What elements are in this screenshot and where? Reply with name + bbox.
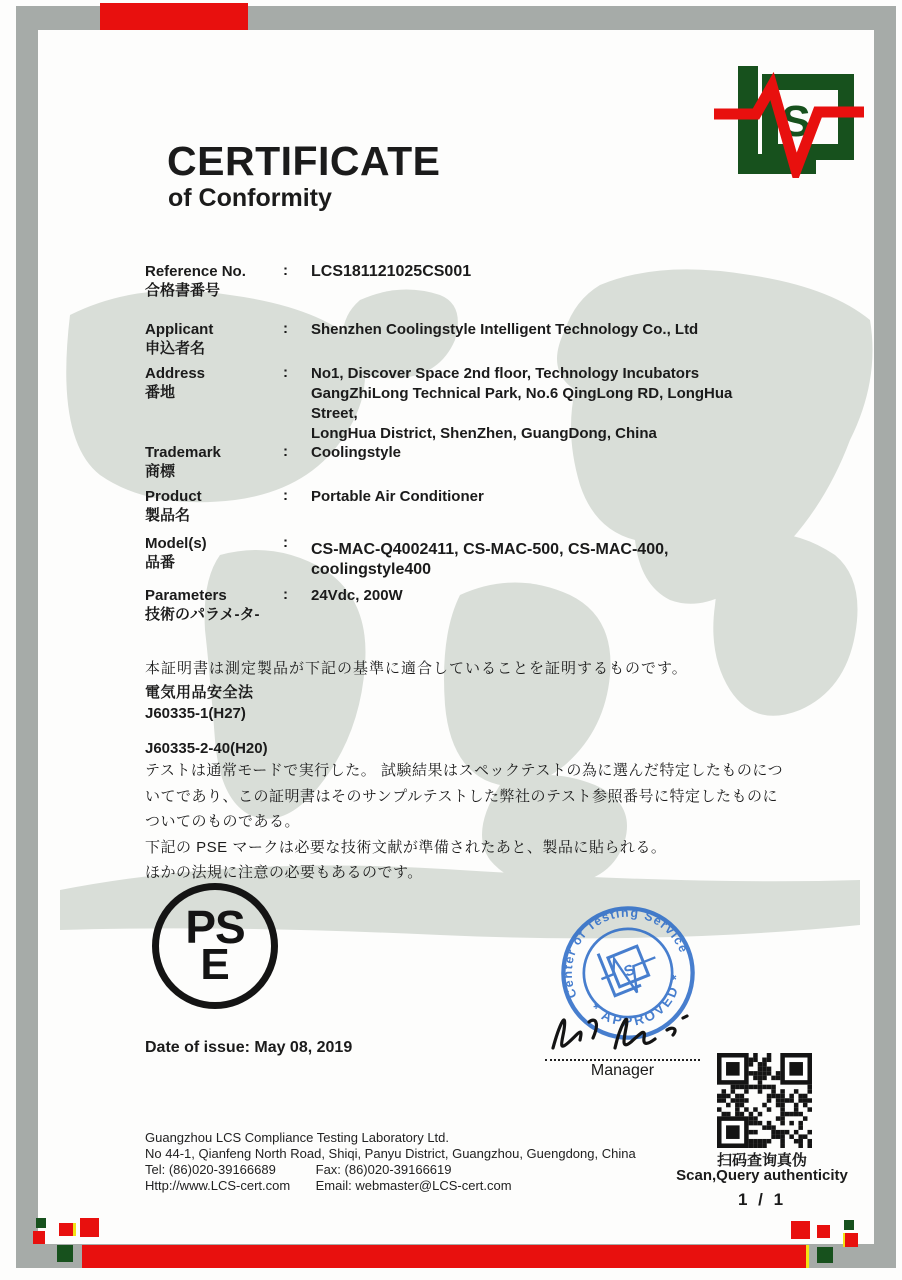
field-label-en: Reference No. <box>145 263 246 280</box>
qr-caption-en: Scan,Query authenticity <box>676 1167 848 1184</box>
field-trademark <box>145 443 765 482</box>
field-colon: : <box>283 443 288 460</box>
footer-company: Guangzhou LCS Compliance Testing Laboratory Ltd. <box>145 1130 450 1145</box>
field-product <box>145 487 765 526</box>
date-of-issue: Date of issue: May 08, 2019 <box>145 1039 353 1056</box>
field-colon: : <box>283 262 288 279</box>
field-address <box>145 364 765 444</box>
field-reference <box>145 262 765 301</box>
field-value <box>311 364 765 444</box>
signature-block <box>545 1002 700 1080</box>
deco-green-square <box>844 1220 854 1230</box>
field-models <box>145 534 765 580</box>
field-colon: : <box>283 320 288 337</box>
deco-bottom-red-bar <box>82 1245 806 1268</box>
paragraph-line: テストは通常モードで実行した。 試験結果はスペックテストの為に選んだ特定したものにつ <box>145 762 784 779</box>
address-line: GangZhiLong Technical Park, No.6 QingLong RD, LongHua Street, <box>311 385 733 422</box>
deco-red-square <box>59 1223 76 1236</box>
paragraph-line: いてであり、この証明書はそのサンプルテストした弊社のテスト参照番号に特定したものに <box>145 787 778 805</box>
pse-mark-e: E <box>200 940 230 989</box>
paragraph-line: ついてのものである。 <box>145 813 301 830</box>
field-label-jp: 商標 <box>145 463 176 480</box>
field-value: Coolingstyle <box>311 444 402 461</box>
field-label-en: Address <box>145 365 206 382</box>
paragraph-line: ほかの法規に注意の必要もあるのです。 <box>145 864 423 881</box>
pse-mark-ps: PS <box>185 901 245 953</box>
field-value: LCS181121025CS001 <box>311 263 472 280</box>
footer-tel: Tel: (86)020-39166689 <box>145 1162 276 1177</box>
deco-red-square <box>817 1225 830 1238</box>
stamp-arc-bottom-text: * APPROVED * <box>587 971 684 1029</box>
standard-2: J60335-2-40(H20) <box>145 740 268 757</box>
signature-role: Manager <box>590 1062 655 1079</box>
deco-red-square <box>80 1218 99 1237</box>
address-line: LongHua District, ShenZhen, GuangDong, China <box>311 425 657 442</box>
field-value: CS-MAC-Q4002411, CS-MAC-500, CS-MAC-400, coolingstyle400 <box>311 541 669 578</box>
deco-green-square <box>36 1218 46 1228</box>
field-colon: : <box>283 586 288 603</box>
field-colon: : <box>283 534 288 551</box>
field-label-jp: 製品名 <box>145 507 191 524</box>
field-label-en: Product <box>145 488 202 505</box>
signature-line <box>545 1059 700 1061</box>
lcs-logo-letter: S <box>781 97 811 146</box>
deco-red-square <box>33 1231 45 1244</box>
deco-green-square <box>817 1247 833 1263</box>
field-parameters <box>145 586 765 625</box>
page-subtitle: of Conformity <box>168 184 332 212</box>
frame-left <box>16 6 38 1268</box>
stamp-arc-top-text: Center of Testing Service <box>560 905 692 1001</box>
field-label-en: Parameters <box>145 587 227 604</box>
address-line: No1, Discover Space 2nd floor, Technology Incubators <box>311 365 700 382</box>
field-label-jp: 技術のパラメ-タ- <box>145 606 260 623</box>
field-colon: : <box>283 364 288 381</box>
field-value: Shenzhen Coolingstyle Intelligent Technology Co., Ltd <box>311 321 699 338</box>
field-value: Portable Air Conditioner <box>311 488 484 505</box>
statement-line2: 電気用品安全法 <box>145 684 254 701</box>
standard-1: J60335-1(H27) <box>145 705 246 722</box>
lcs-logo <box>712 62 868 178</box>
statement-paragraph <box>145 758 785 886</box>
footer-address: No 44-1, Qianfeng North Road, Shiqi, Panyu District, Guangzhou, Guengdong, China <box>145 1146 636 1161</box>
pse-mark <box>152 883 278 1009</box>
deco-green-square <box>57 1245 73 1262</box>
field-label-jp: 申込者名 <box>145 340 206 357</box>
deco-red-square <box>791 1221 810 1239</box>
field-label-en: Model(s) <box>145 535 207 552</box>
field-label-en: Applicant <box>145 321 214 338</box>
deco-red-square <box>843 1233 858 1247</box>
statement-line1: 本証明書は測定製品が下記の基準に適合していることを証明するものです。 <box>145 660 688 677</box>
paragraph-line: 下記の PSE マークは必要な技術文献が準備されたあと、製品に貼られる。 <box>145 838 667 856</box>
field-label-jp: 品番 <box>145 554 176 571</box>
field-applicant <box>145 320 765 359</box>
field-value: 24Vdc, 200W <box>311 587 403 604</box>
footer-fax: Fax: (86)020-39166619 <box>315 1162 452 1177</box>
page-number: 1 / 1 <box>737 1190 787 1209</box>
signature-scribble <box>545 1002 700 1054</box>
qr-caption-cn: 扫码查询真伪 <box>716 1152 807 1169</box>
deco-yellow-sliver <box>806 1245 809 1268</box>
field-label-jp: 合格書番号 <box>145 282 221 299</box>
field-label-en: Trademark <box>145 444 221 461</box>
deco-top-red-bar <box>100 3 248 30</box>
field-colon: : <box>283 487 288 504</box>
page-title: CERTIFICATE <box>167 138 441 184</box>
qr-code <box>717 1053 812 1148</box>
footer-web: Http://www.LCS-cert.com <box>145 1178 291 1193</box>
footer-contact-block <box>145 1130 636 1194</box>
footer-email: Email: webmaster@LCS-cert.com <box>315 1178 512 1193</box>
stamp-center-letter: S <box>621 961 638 981</box>
field-label-jp: 番地 <box>145 384 176 401</box>
